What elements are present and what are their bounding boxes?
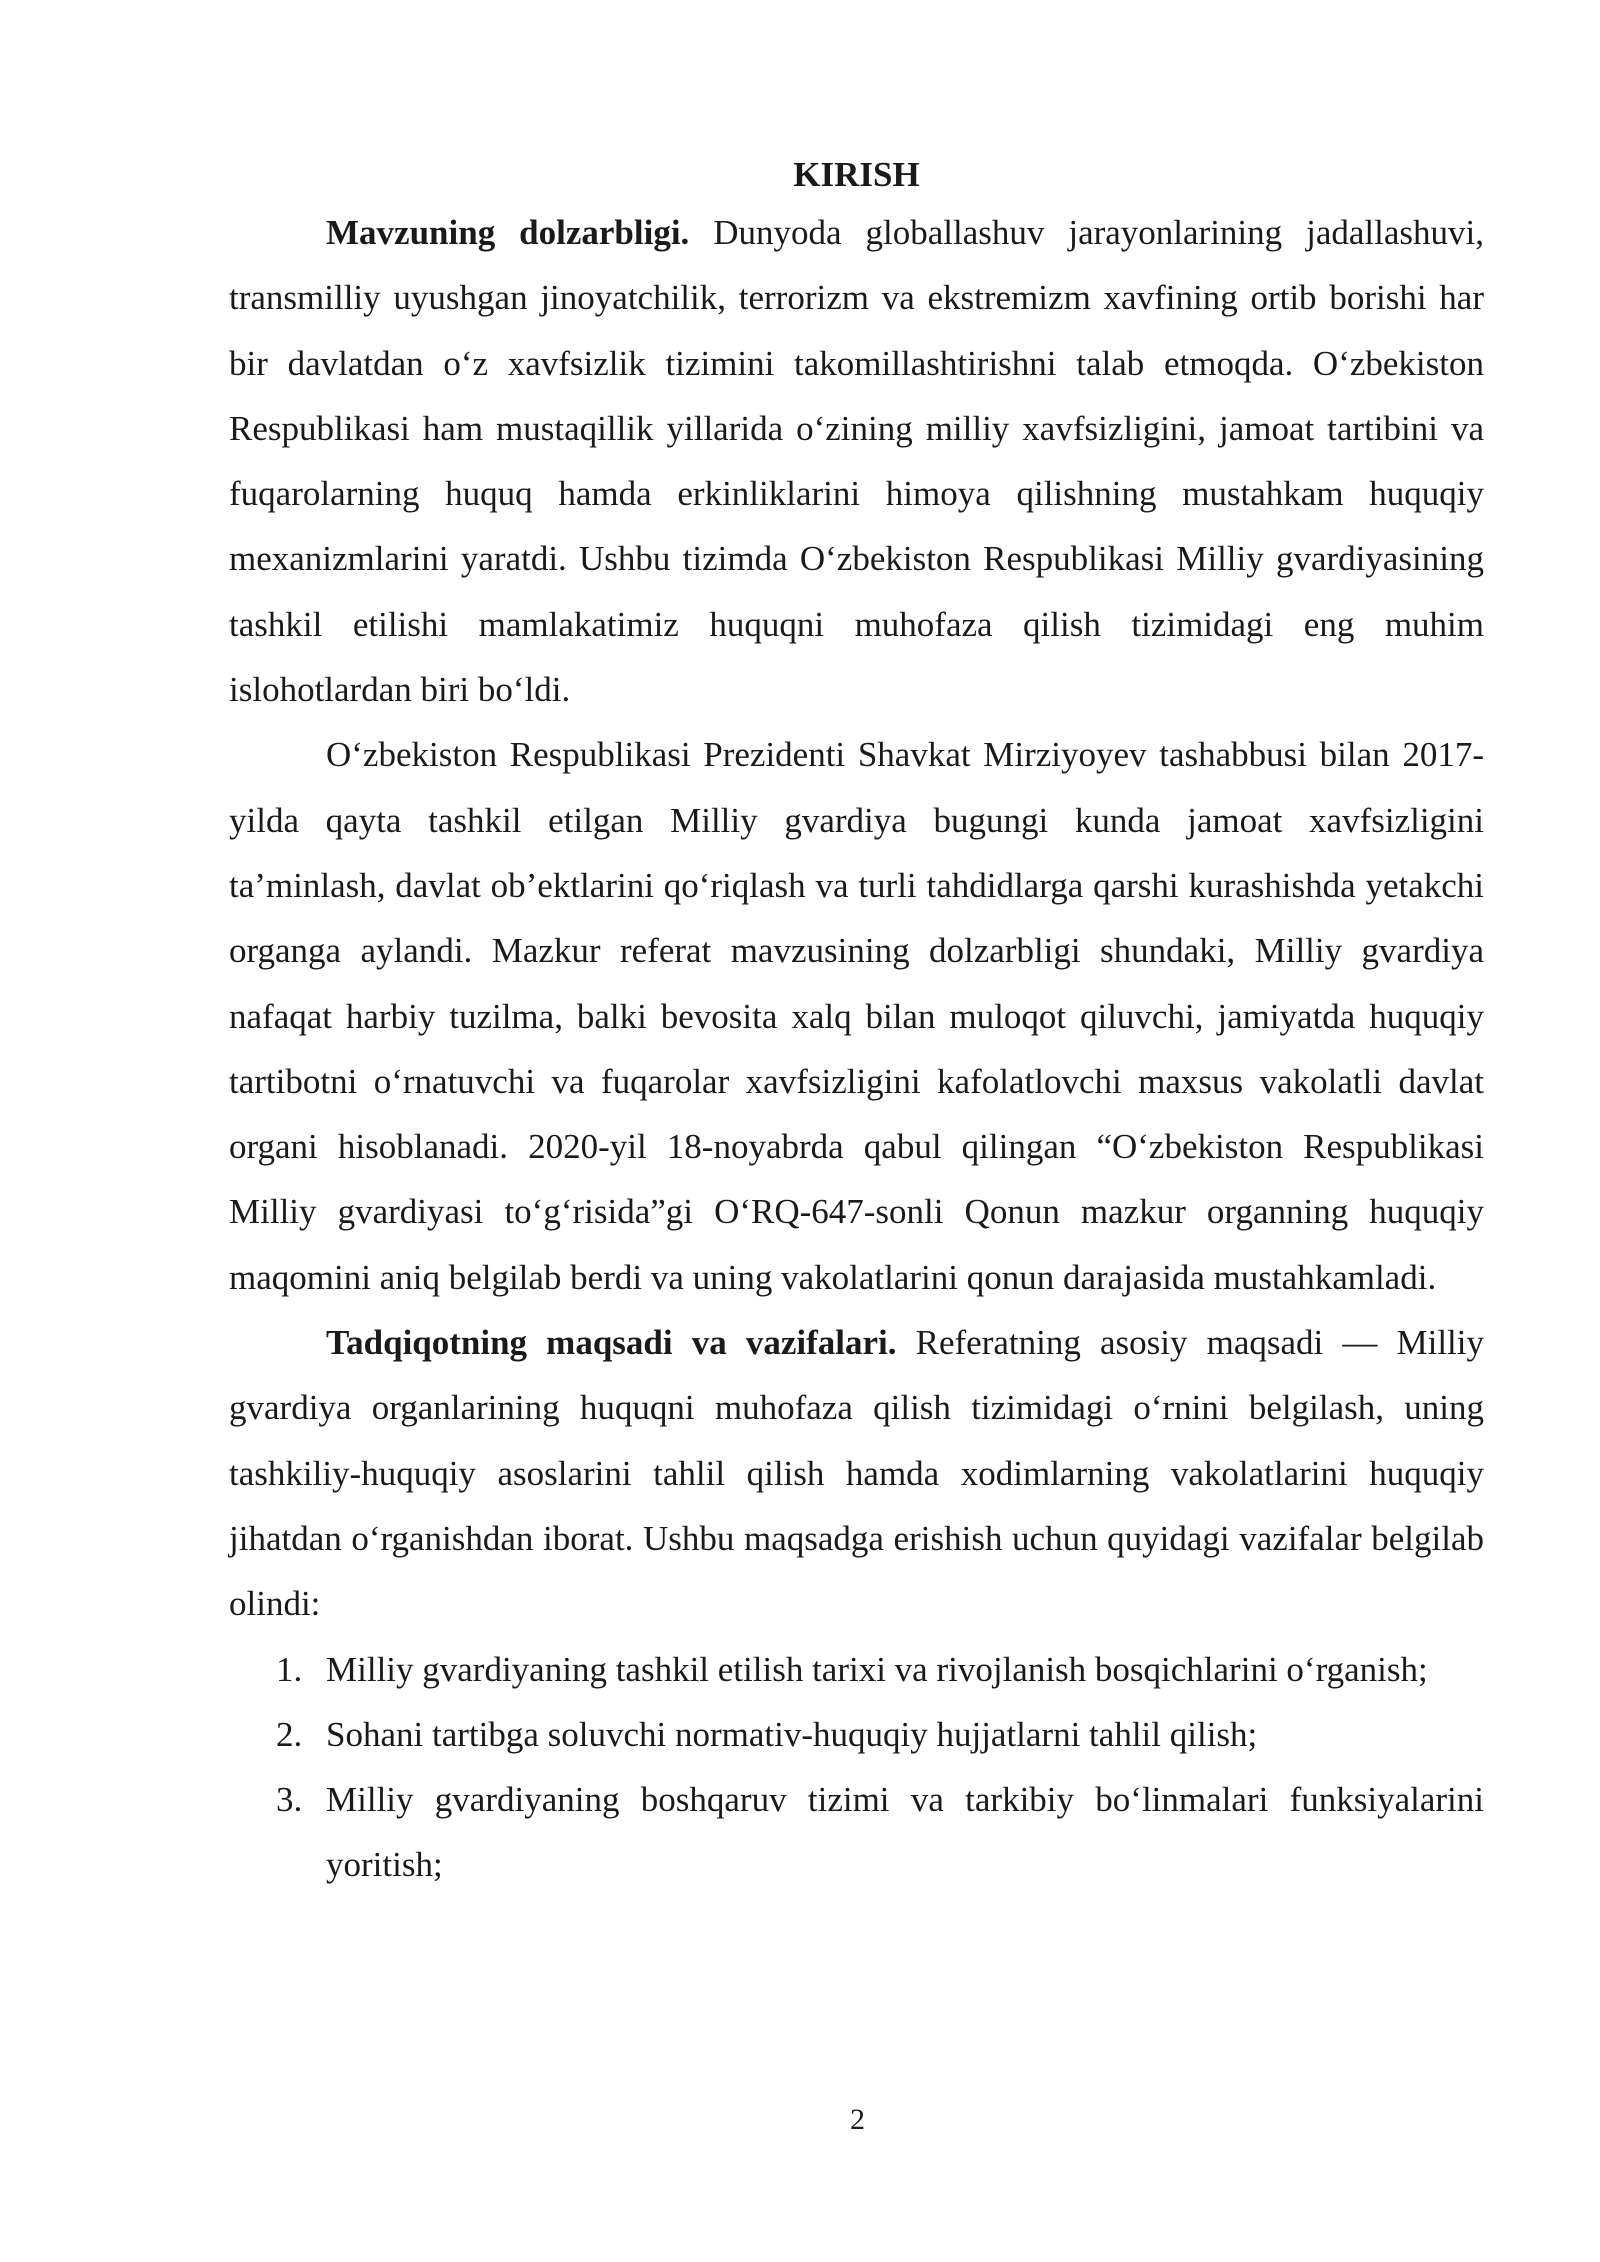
page-number: 2 bbox=[850, 2103, 865, 2136]
paragraph-lead: Tadqiqotning maqsadi va vazifalari. bbox=[326, 1323, 897, 1363]
paragraph-relevance bbox=[229, 200, 1484, 722]
task-list bbox=[229, 1637, 1484, 1898]
paragraph-text: Referatning asosiy maqsadi — Milliy gvardiya organlarining huquqni muhofaza qilish tizimidagi o‘rnini belgilash, uning tashkiliy-huquqiy asoslarini tahlil qilish hamda xodimlarning vakolatlarini huquqiy jihatdan o‘rganishdan iborat. Ushbu maqsadga erishish uchun quyidagi vazifalar belgilab olindi: bbox=[229, 1323, 1484, 1624]
paragraph-lead: Mavzuning dolzarbligi. bbox=[326, 213, 690, 252]
paragraph-goals bbox=[229, 1310, 1484, 1636]
list-item bbox=[229, 1637, 1484, 1702]
paragraph-text: Dunyoda globallashuv jarayonlarining jadallashuvi, transmilliy uyushgan jinoyatchilik, terrorizm va ekstremizm xavfining ortib borishi har bir davlatdan o‘z xavfsizlik tizimini takomillashtirishni talab etmoqda. O‘zbekiston Respublikasi ham mustaqillik yillarida o‘zining milliy xavfsizligini, jamoat tartibini va fuqarolarning huquq hamda erkinliklarini himoya qilishning mustahkam huquqiy mexanizmlarini yaratdi. Ushbu tizimda O‘zbekiston Respublikasi Milliy gvardiyasining tashkil etilishi mamlakatimiz huquqni muhofaza qilish tizimidagi eng muhim islohotlardan biri bo‘ldi. bbox=[229, 213, 1484, 710]
list-item-number: 3. bbox=[276, 1780, 303, 1820]
list-item-number: 1. bbox=[276, 1649, 303, 1689]
list-item-text: Milliy gvardiyaning boshqaruv tizimi va tarkibiy bo‘linmalari funksiyalarini yoritish; bbox=[326, 1780, 1484, 1885]
paragraph-background bbox=[229, 722, 1484, 1310]
list-item bbox=[229, 1767, 1484, 1898]
section-heading: KIRISH bbox=[793, 155, 920, 194]
list-item-text: Milliy gvardiyaning tashkil etilish tarixi va rivojlanish bosqichlarini o‘rganish; bbox=[326, 1649, 1428, 1689]
document-page bbox=[229, 150, 1484, 1898]
paragraph-text: O‘zbekiston Respublikasi Prezidenti Shavkat Mirziyoyev tashabbusi bilan 2017-yilda qayta tashkil etilgan Milliy gvardiya bugungi kunda jamoat xavfsizligini ta’minlash, davlat ob’ektlarini qo‘riqlash va turli tahdidlarga qarshi kurashishda yetakchi organga aylandi. Mazkur referat mavzusining dolzarbligi shundaki, Milliy gvardiya nafaqat harbiy tuzilma, balki bevosita xalq bilan muloqot qiluvchi, jamiyatda huquqiy tartibotni o‘rnatuvchi va fuqarolar xavfsizligini kafolatlovchi maxsus vakolatli davlat organi hisoblanadi. 2020-yil 18-noyabrda qabul qilingan “O‘zbekiston Respublikasi Milliy gvardiyasi to‘g‘risida”gi O‘RQ-647-sonli Qonun mazkur organning huquqiy maqomini aniq belgilab berdi va uning vakolatlarini qonun darajasida mustahkamladi. bbox=[229, 735, 1484, 1297]
list-item-text: Sohani tartibga soluvchi normativ-huquqiy hujjatlarni tahlil qilish; bbox=[326, 1714, 1258, 1754]
list-item-number: 2. bbox=[276, 1714, 303, 1754]
list-item bbox=[229, 1702, 1484, 1767]
